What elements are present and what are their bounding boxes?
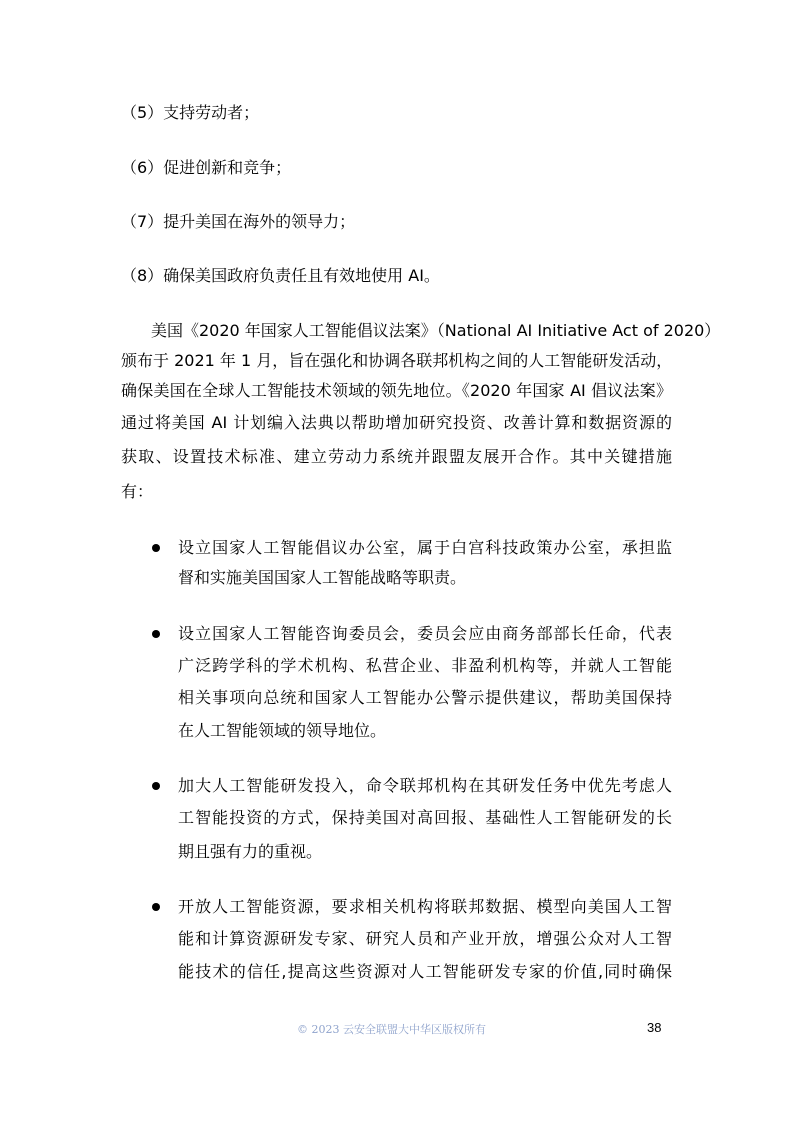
bullet-line: 能技术的信任,提高这些资源对人工智能研发专家的价值,同时确保 (178, 962, 672, 981)
bullet-line: 工智能投资的方式，保持美国对高回报、基础性人工智能研发的长 (178, 808, 672, 827)
paragraph-line: 有： (121, 482, 154, 501)
bullet-icon (152, 782, 160, 790)
bullet-line: 期且强有力的重视。 (178, 842, 323, 861)
paragraph-line: 通过将美国 AI 计划编入法典以帮助增加研究投资、改善计算和数据资源的 (121, 413, 672, 432)
bullet-line: 设立国家人工智能咨询委员会，委员会应由商务部部长任命，代表 (178, 624, 672, 643)
bullet-icon (152, 544, 160, 552)
bullet-line: 加大人工智能研发投入，命令联邦机构在其研发任务中优先考虑人 (178, 776, 672, 795)
bullet-line: 广泛跨学科的学术机构、私营企业、非盈利机构等，并就人工智能 (178, 656, 672, 675)
bullet-line: 在人工智能领域的领导地位。 (178, 721, 387, 740)
page-number: 38 (647, 1020, 662, 1035)
numbered-item-8: （8）确保美国政府负责任且有效地使用 AI。 (121, 266, 440, 285)
numbered-item-5: （5）支持劳动者； (121, 103, 260, 122)
paragraph-line: 获取、设置技术标准、建立劳动力系统并跟盟友展开合作。其中关键措施 (121, 447, 672, 466)
bullet-line: 开放人工智能资源，要求相关机构将联邦数据、模型向美国人工智 (178, 897, 672, 916)
bullet-line: 能和计算资源研发专家、研究人员和产业开放，增强公众对人工智 (178, 929, 672, 948)
paragraph-line: 美国《2020 年国家人工智能倡议法案》（National AI Initiative Act of 2020） (151, 321, 721, 340)
bullet-line: 设立国家人工智能倡议办公室，属于白宫科技政策办公室，承担监 (178, 538, 672, 557)
bullet-line: 相关事项向总统和国家人工智能办公警示提供建议，帮助美国保持 (178, 688, 672, 707)
numbered-item-6: （6）促进创新和竞争； (121, 158, 292, 177)
numbered-item-7: （7）提升美国在海外的领导力； (121, 212, 356, 231)
paragraph-line: 确保美国在全球人工智能技术领域的领先地位。《2020 年国家 AI 倡议法案》 (121, 381, 672, 400)
footer-copyright: © 2023 云安全联盟大中华区版权所有 (297, 1023, 486, 1036)
bullet-icon (152, 903, 160, 911)
bullet-icon (152, 630, 160, 638)
bullet-line: 督和实施美国国家人工智能战略等职责。 (178, 568, 467, 587)
paragraph-line: 颁布于 2021 年 1 月，旨在强化和协调各联邦机构之间的人工智能研发活动， (121, 351, 673, 370)
